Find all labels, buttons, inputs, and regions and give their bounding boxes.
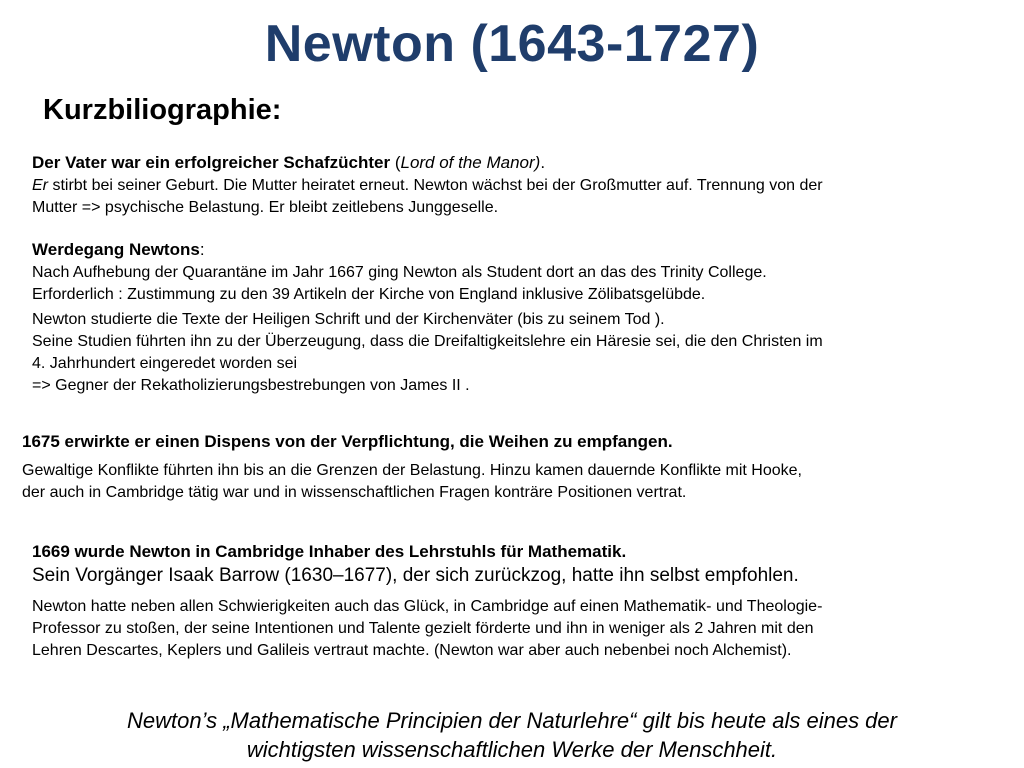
professorship-line: Lehren Descartes, Keplers und Galileis vertraut machte. (Newton war aber auch nebenbei noch Alchemist).: [32, 642, 792, 659]
closing-line-1: Newton’s „Mathematische Principien der Naturlehre“ gilt bis heute als eines der: [127, 708, 897, 733]
father-heading-open: (: [390, 153, 401, 172]
father-line-2-rest: stirbt bei seiner Geburt. Die Mutter heiratet erneut. Newton wächst bei der Großmutter auf. Trennung von der: [48, 177, 823, 194]
page-subtitle: Kurzbiliographie:: [43, 94, 282, 126]
father-line-2: [32, 175, 1017, 197]
career-line: Erforderlich : Zustimmung zu den 39 Artikeln der Kirche von England inklusive Zölibatsgelübde.: [32, 286, 706, 303]
career-line: Seine Studien führten ihn zu der Überzeugung, dass die Dreifaltigkeitslehre ein Häresie sei, die den Christen im: [32, 333, 823, 350]
father-heading-italic: Lord of the Manor): [400, 153, 541, 172]
father-line-2-italic: Er: [32, 177, 48, 194]
dispens-line: der auch in Cambridge tätig war und in wissenschaftlichen Fragen konträre Positionen vertrat.: [22, 484, 687, 501]
closing-line-2: wichtigsten wissenschaftlichen Werke der Menschheit.: [246, 737, 778, 762]
section-dispens: [22, 430, 1007, 504]
father-heading-close: .: [540, 153, 546, 172]
career-line: Nach Aufhebung der Quarantäne im Jahr 1667 ging Newton als Student dort an das des Trinity College.: [32, 264, 767, 281]
closing-statement: [0, 706, 1024, 764]
father-heading-bold: Der Vater war ein erfolgreicher Schafzüchter: [32, 153, 391, 172]
section-father: [32, 151, 1017, 219]
career-heading-text: Werdegang Newtons: [32, 240, 200, 259]
section-professorship: [32, 540, 1017, 662]
professorship-line: Professor zu stoßen, der seine Intentionen und Talente gezielt förderte und ihn in weniger als 2 Jahren mit den: [32, 620, 814, 637]
career-line: 4. Jahrhundert eingeredet worden sei: [32, 355, 298, 372]
page-title: Newton (1643-1727): [264, 15, 760, 73]
father-line-3: Mutter => psychische Belastung. Er bleibt zeitlebens Junggeselle.: [32, 199, 499, 216]
section-father-heading: [32, 151, 1017, 175]
section-professorship-heading: 1669 wurde Newton in Cambridge Inhaber des Lehrstuhls für Mathematik.: [32, 542, 627, 561]
section-career: [32, 238, 1017, 397]
dispens-line: Gewaltige Konflikte führten ihn bis an die Grenzen der Belastung. Hinzu kamen dauernde Konflikte mit Hooke,: [22, 462, 802, 479]
career-line: => Gegner der Rekatholizierungsbestrebungen von James II .: [32, 377, 470, 394]
section-professorship-subheading: Sein Vorgänger Isaak Barrow (1630–1677), der sich zurückzog, hatte ihn selbst empfohlen.: [32, 565, 799, 586]
professorship-line: Newton hatte neben allen Schwierigkeiten auch das Glück, in Cambridge auf einen Mathematik- und Theologie-: [32, 598, 823, 615]
career-line: Newton studierte die Texte der Heiligen Schrift und der Kirchenväter (bis zu seinem Tod ).: [32, 311, 665, 328]
career-heading-colon: :: [199, 240, 205, 259]
section-dispens-heading: 1675 erwirkte er einen Dispens von der Verpflichtung, die Weihen zu empfangen.: [22, 432, 673, 451]
section-career-heading: [32, 238, 1017, 262]
